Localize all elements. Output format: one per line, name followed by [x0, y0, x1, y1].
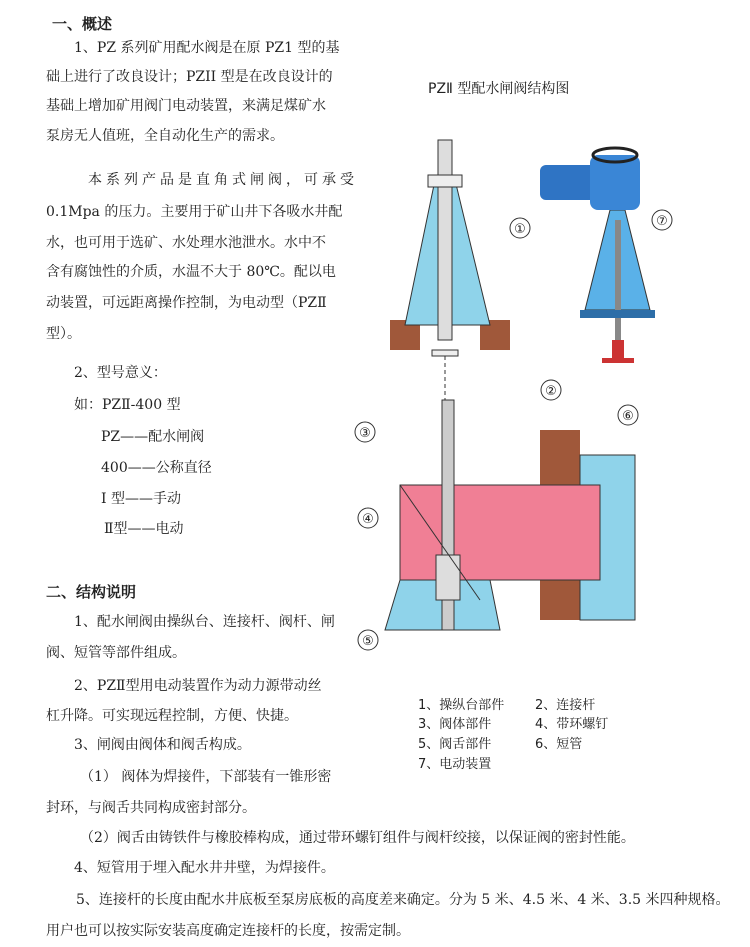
text-line: 1、配水闸阀由操纵台、连接杆、阀杆、闸	[74, 614, 335, 630]
text-line: 用户也可以按实际安装高度确定连接杆的长度，按需定制。	[46, 923, 410, 939]
text-line: 本系列产品是直角式闸阀，可承受	[88, 172, 358, 188]
text-line: 0.1Mpa 的压力。主要用于矿山井下各吸水井配	[46, 204, 343, 220]
text-line: （1） 阀体为焊接件，下部装有一锥形密	[80, 769, 332, 785]
text-line: 基础上增加矿用阀门电动装置，来满足煤矿水	[46, 98, 326, 114]
text-line: 2、PZⅡ型用电动装置作为动力源带动丝	[74, 678, 322, 694]
section1-heading: 一、概述	[52, 15, 113, 33]
legend-item: 6、短管	[535, 737, 583, 752]
callout-7: ⑦	[656, 214, 668, 229]
callout-4: ④	[362, 512, 374, 527]
text-line: 5、连接杆的长度由配水井底板至泵房底板的高度差来确定。分为 5 米、4.5 米、4 米、3.5 米四种规格。	[76, 892, 730, 908]
text-line: 400——公称直径	[101, 460, 212, 476]
text-line: 4、短管用于埋入配水井井壁，为焊接件。	[74, 860, 335, 876]
callout-2: ②	[545, 384, 557, 399]
text-line: 如：PZⅡ-400 型	[74, 397, 181, 413]
callout-6: ⑥	[622, 409, 634, 424]
valve-body	[385, 400, 635, 630]
callout-1: ①	[514, 222, 526, 237]
electric-actuator	[540, 148, 655, 363]
text-line: 2、型号意义：	[74, 365, 167, 381]
text-line: 1、PZ 系列矿用配水阀是在原 PZ1 型的基	[74, 40, 340, 56]
legend-item: 7、电动装置	[418, 757, 492, 772]
legend-item: 1、操纵台部件	[418, 698, 505, 713]
text-line: 水，也可用于选矿、水处理水池泄水。水中不	[46, 235, 326, 251]
text-line: 型）。	[46, 326, 81, 342]
text-line: PZ——配水闸阀	[101, 429, 205, 445]
text-line: 含有腐蚀性的介质，水温不大于 80℃。配以电	[46, 264, 336, 280]
text-line: Ⅱ型——电动	[104, 521, 184, 537]
diagram-title: PZⅡ 型配水闸阀结构图	[428, 81, 570, 97]
text-line: 础上进行了改良设计；PZII 型是在改良设计的	[46, 69, 333, 85]
legend-item: 4、带环螺钉	[535, 717, 609, 732]
valve-structure-diagram	[340, 100, 700, 670]
legend-item: 5、阀舌部件	[418, 737, 492, 752]
text-line: 封环，与阀舌共同构成密封部分。	[46, 800, 256, 816]
text-line: 阀、短管等部件组成。	[46, 645, 186, 661]
text-line: 泵房无人值班，全自动化生产的需求。	[46, 128, 284, 144]
text-line: （2）阀舌由铸铁件与橡胶棒构成，通过带环螺钉组件与阀杆绞接，以保证阀的密封性能。	[80, 830, 635, 846]
callout-5: ⑤	[362, 634, 374, 649]
text-line: I 型——手动	[101, 491, 181, 507]
legend-item: 3、阀体部件	[418, 717, 492, 732]
control-stand	[390, 140, 510, 400]
text-line: 动装置，可远距离操作控制，为电动型（PZⅡ	[46, 295, 327, 311]
text-line: 3、闸阀由阀体和阀舌构成。	[74, 737, 251, 753]
text-line: 杠升降。可实现远程控制，方便、快捷。	[46, 708, 298, 724]
legend-item: 2、连接杆	[535, 698, 596, 713]
section2-heading: 二、结构说明	[46, 583, 137, 601]
callout-3: ③	[359, 426, 371, 441]
